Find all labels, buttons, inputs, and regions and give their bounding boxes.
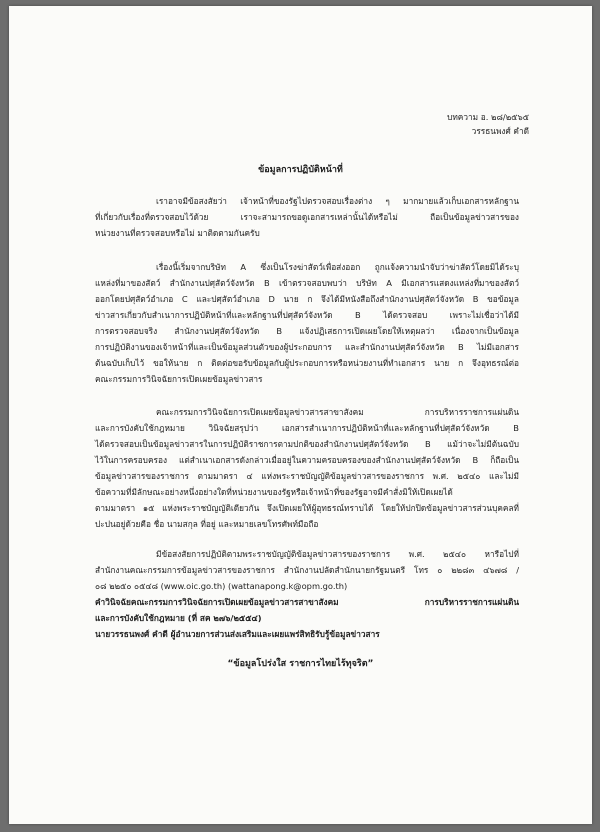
text-line: ตามมาตรา ๑๕ แห่งพระราชบัญญัติเดียวกัน จึงเปิดเผยให้ผู้อุทธรณ์ทราบได้ โดยให้ปกปิดข้อมูลข่าวสารส่วนบุคคลที่: [95, 503, 519, 513]
text-line: มีข้อสงสัยการปฏิบัติตามพระราชบัญญัติข้อมูลข่าวสารของราชการ พ.ศ. ๒๕๔๐ หารือไปที่: [156, 549, 519, 559]
text-line: คณะกรรมการวินิจฉัยการเปิดเผยข้อมูลข่าวสารสาขาสังคม การบริหารราชการแผ่นดิน: [156, 407, 519, 417]
text-line: สำนักงานคณะกรรมการข้อมูลข่าวสารของราชการ สำนักงานปลัดสำนักนายกรัฐมนตรี โทร ๐ ๒๒๘๓ ๔๖๗๘ /: [95, 565, 519, 575]
reference-number: บทความ อ. ๒๘/๒๕๖๕: [447, 112, 529, 122]
contact-links: ๐๘ ๒๒๕๐ ๐๕๔๘ (www.oic.go.th) (wattanapong.k@opm.go.th): [95, 581, 348, 591]
text-line: ต้นฉบับเก็บไว้ ขอให้นาย ก ติดต่อขอรับข้อมูลกับผู้ประกอบการหรือหน่วยงานที่ทำเอกสาร นาย ก จึงอุทธรณ์ต่อ: [95, 358, 519, 368]
text-line: ข้อมูลข่าวสารของราชการ ตามมาตรา ๔ แห่งพระราชบัญญัติข้อมูลข่าวสารของราชการ พ.ศ. ๒๕๔๐ และไม่มี: [95, 471, 519, 481]
text-line: เรื่องนี้เริ่มจากบริษัท A ซึ่งเป็นโรงฆ่าสัตว์เพื่อส่งออก ถูกแจ้งความนำจับว่าฆ่าสัตว์โดยมิได้ระบุ: [156, 262, 519, 272]
text-line: ได้ตรวจสอบเป็นข้อมูลข่าวสารในการปฏิบัติราชการตามปกติของสำนักงานปศุสัตว์จังหวัด B แม้ว่าจะไม่มีต้นฉบับ: [95, 439, 519, 449]
text-line: การตรวจสอบจริง สำนักงานปศุสัตว์จังหวัด B แจ้งปฏิเสธการเปิดเผยโดยให้เหตุผลว่า เนื่องจากเป็นข้อมูล: [95, 326, 519, 336]
signature: นายวรรธนพงศ์ คำดี ผู้อำนวยการส่วนส่งเสริมและเผยแพร่สิทธิรับรู้ข้อมูลข่าวสาร: [95, 629, 380, 639]
text-line: ข้อความที่มีลักษณะอย่างหนึ่งอย่างใดที่หน่วยงานของรัฐหรือเจ้าหน้าที่ของรัฐอาจมีคำสั่งมิให้เปิดเผยได้: [95, 487, 453, 497]
text-line: และการบังคับใช้กฎหมาย (ที่ สค ๒๗๖/๒๕๕๔): [95, 613, 262, 623]
text-line: ข่าวสารเกี่ยวกับสำเนาการปฏิบัติหน้าที่และหลักฐานที่ปศุสัตว์จังหวัด B ได้ตรวจสอบ เพราะไม่เชื่อว่าได้มี: [95, 310, 519, 320]
text-line: คณะกรรมการวินิจฉัยการเปิดเผยข้อมูลข่าวสาร: [95, 374, 263, 384]
document-title: ข้อมูลการปฏิบัติหน้าที่: [258, 165, 343, 175]
text-line: ไว้ในการครอบครอง แต่สำเนาเอกสารดังกล่าวเมื่ออยู่ในความครอบครองของสำนักงานปศุสัตว์จังหวัด B ก็ถือเป็น: [95, 455, 519, 465]
text-line: และการบังคับใช้กฎหมาย วินิจฉัยสรุปว่า เอกสารสำเนาการปฏิบัติหน้าที่และหลักฐานที่ปศุสัตว์จังหวัด B: [95, 423, 519, 433]
text-line: ออกโดยปศุสัตว์อำเภอ C และปศุสัตว์อำเภอ D นาย ก จึงได้มีหนังสือถึงสำนักงานปศุสัตว์จังหวัด B ขอข้อมูล: [95, 294, 519, 304]
text-line: ปะปนอยู่ด้วยคือ ชื่อ นามสกุล ที่อยู่ และหมายเลขโทรศัพท์มือถือ: [95, 519, 319, 529]
header-author: วรรธนพงศ์ คำดี: [471, 126, 529, 136]
document-header: [447, 110, 529, 138]
text-line: การปฏิบัติงานของเจ้าหน้าที่และเป็นข้อมูลส่วนตัวของผู้ประกอบการ และสำนักงานปศุสัตว์จังหวัด B ไม่มีเอกสาร: [95, 342, 519, 352]
slogan: “ข้อมูลโปร่งใส ราชการไทยไร้ทุจริต”: [227, 659, 374, 669]
text-line: แหล่งที่มาของสัตว์ สำนักงานปศุสัตว์จังหวัด B เข้าตรวจสอบพบว่า บริษัท A มีเอกสารแสดงแหล่งที่มาของสัตว์: [95, 278, 519, 288]
document-page: [9, 6, 592, 824]
text-line: เราอาจมีข้อสงสัยว่า เจ้าหน้าที่ของรัฐไปตรวจสอบเรื่องต่าง ๆ มากมายแล้วเก็บเอกสารหลักฐาน: [156, 196, 519, 206]
text-line: คำวินิจฉัยคณะกรรมการวินิจฉัยการเปิดเผยข้อมูลข่าวสารสาขาสังคม การบริหารราชการแผ่นดิน: [95, 597, 519, 607]
text-line: ที่เกี่ยวกับเรื่องที่ตรวจสอบไว้ด้วย เราจะสามารถขอดูเอกสารเหล่านั้นได้หรือไม่ ถือเป็นข้อมูลข่าวสารของ: [95, 212, 519, 222]
text-line: หน่วยงานที่ตรวจสอบหรือไม่ มาติดตามกันครับ: [95, 228, 260, 238]
